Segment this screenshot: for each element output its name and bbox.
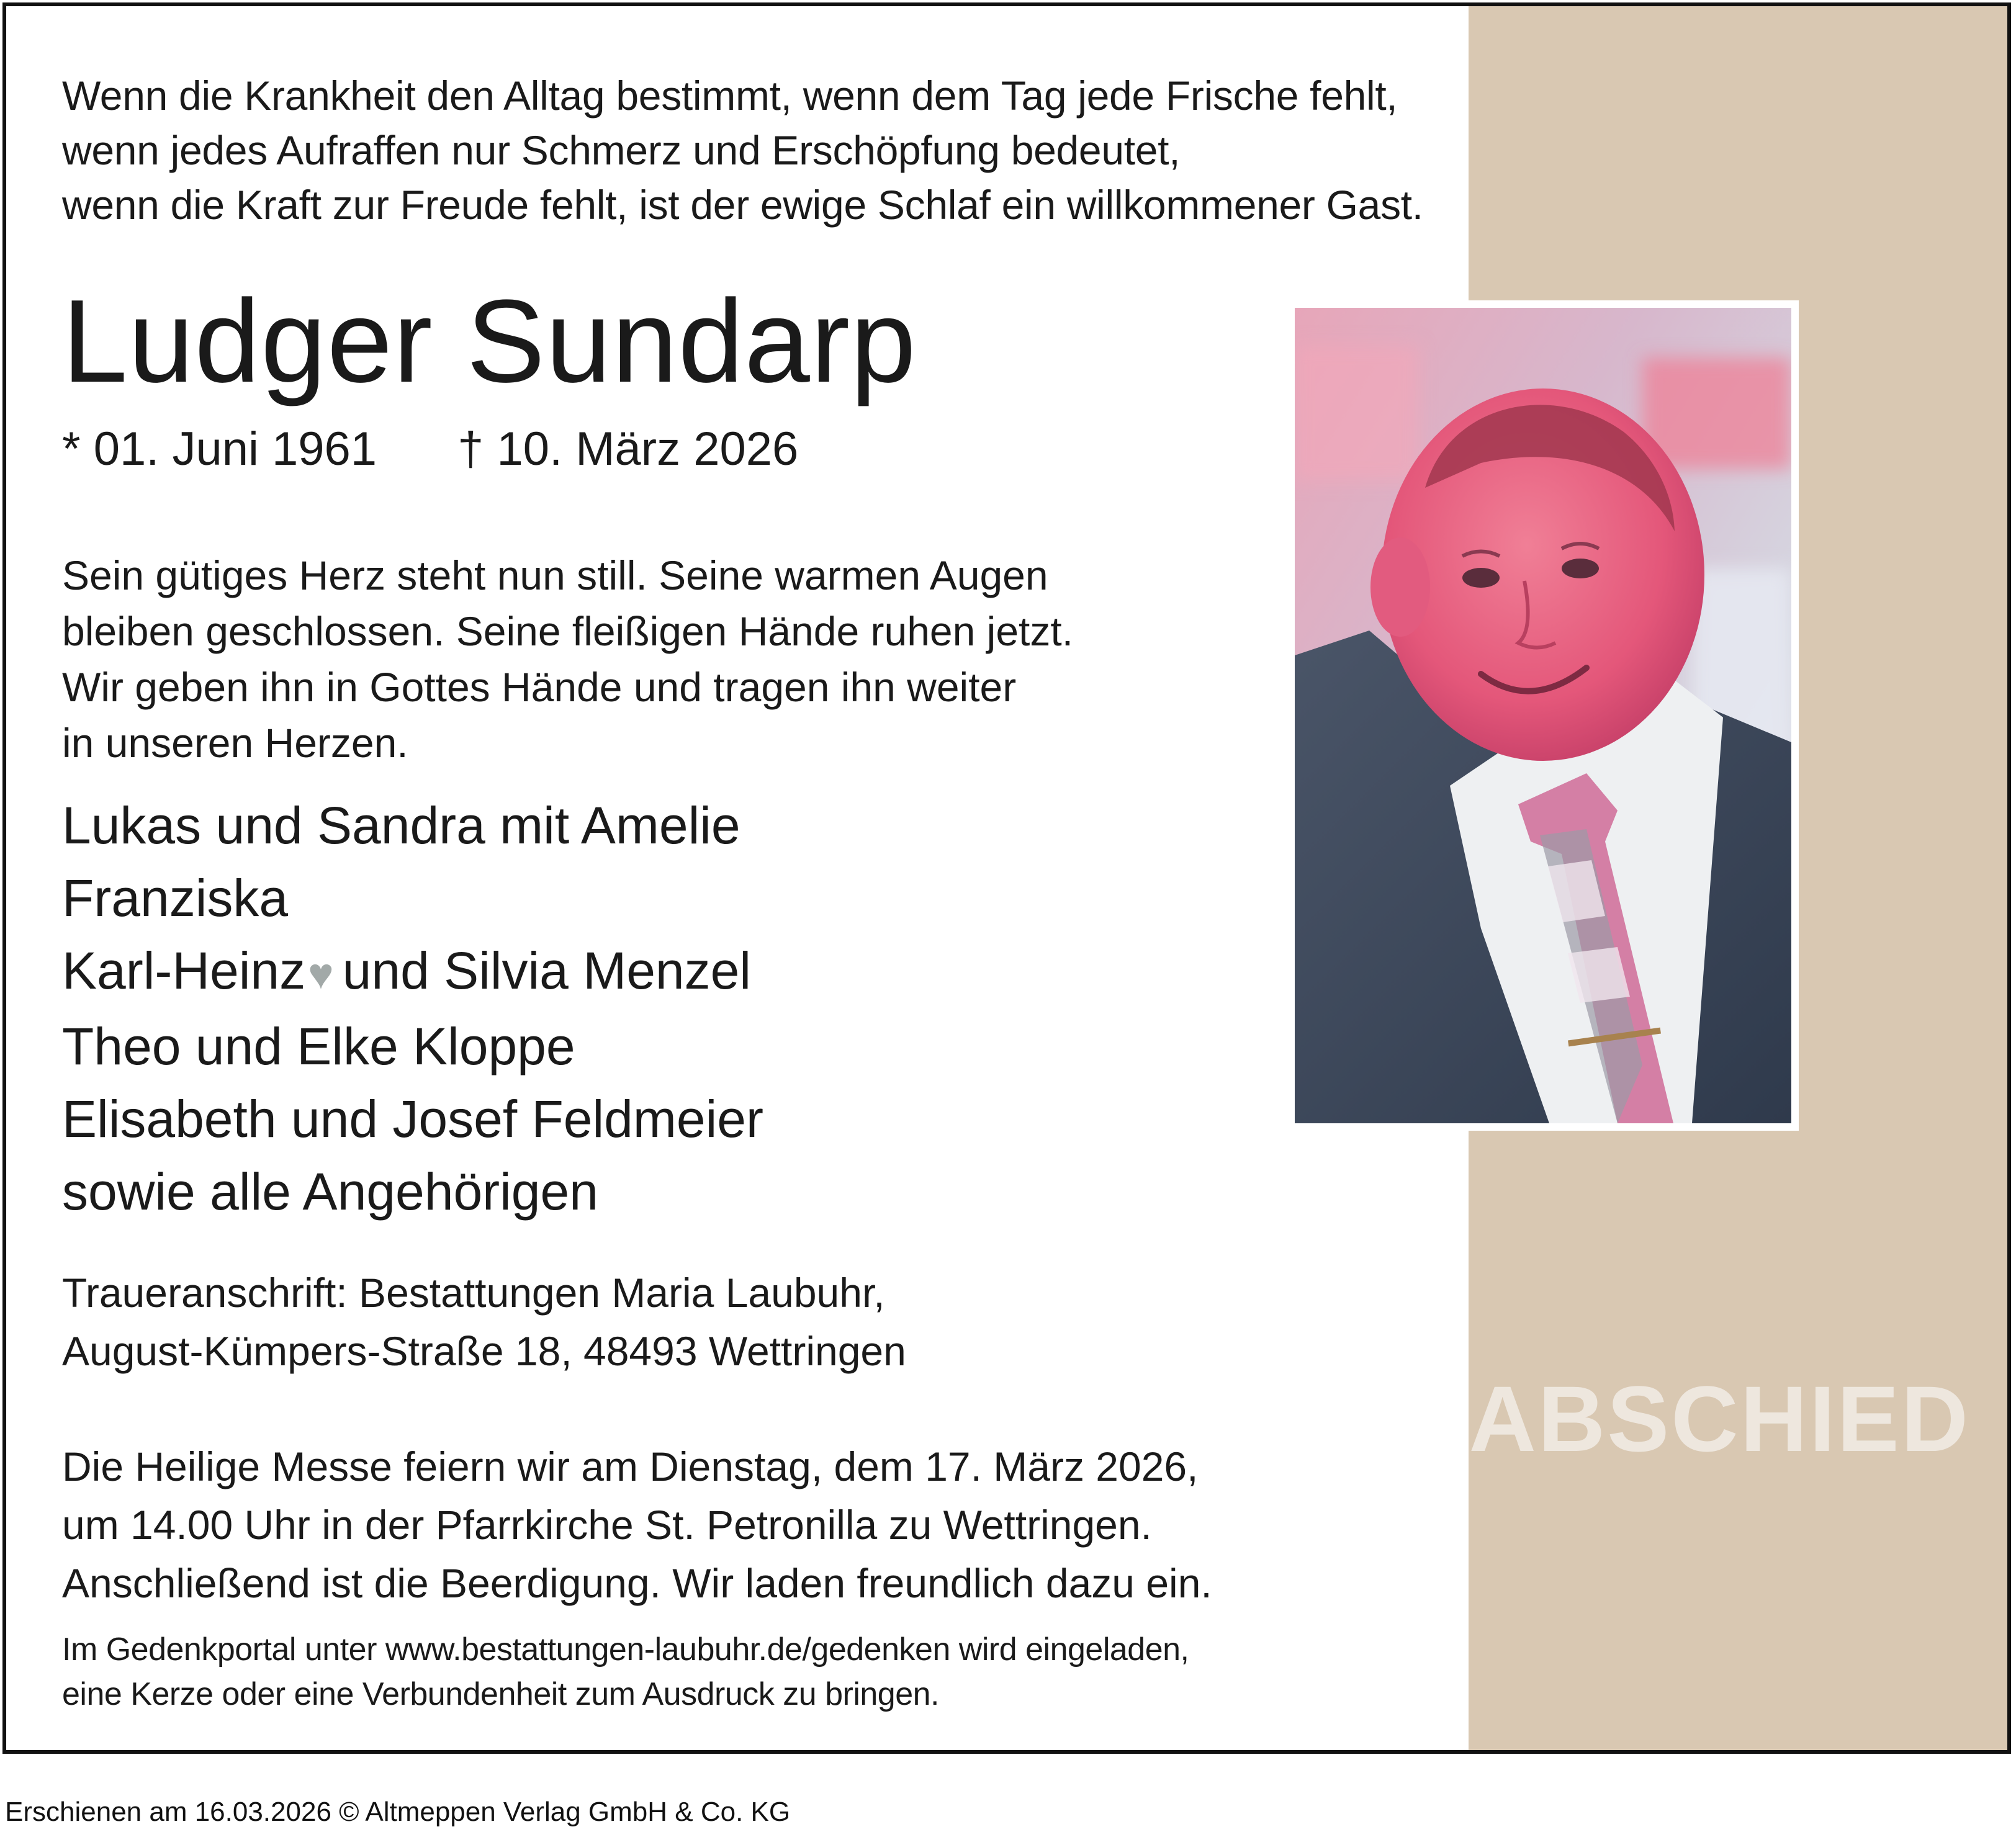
address-line: Traueranschrift: Bestattungen Maria Laubuhr,	[62, 1270, 885, 1316]
death-date: † 10. März 2026	[457, 423, 799, 475]
opening-quote	[62, 68, 1423, 232]
mourner-line: Franziska	[62, 869, 289, 927]
deceased-name: Ludger Sundarp	[62, 276, 917, 407]
mourner-line: Theo und Elke Kloppe	[62, 1017, 575, 1075]
tribute-line: bleiben geschlossen. Seine fleißigen Hände ruhen jetzt.	[62, 608, 1074, 654]
tribute-line: Wir geben ihn in Gottes Hände und tragen ihn weiter	[62, 664, 1017, 710]
memorial-portal-note	[62, 1627, 1189, 1717]
mourner-name: und Silvia Menzel	[342, 941, 752, 1000]
quote-line: Wenn die Krankheit den Alltag bestimmt, wenn dem Tag jede Frische fehlt,	[62, 73, 1398, 119]
service-line: Die Heilige Messe feiern wir am Dienstag, dem 17. März 2026,	[62, 1444, 1199, 1489]
mourner-line	[62, 935, 763, 1010]
quote-line: wenn jedes Aufraffen nur Schmerz und Erschöpfung bedeutet,	[62, 127, 1181, 173]
life-dates	[62, 418, 798, 480]
address-line: August-Kümpers-Straße 18, 48493 Wettringen	[62, 1328, 906, 1374]
portrait-photo	[1287, 300, 1799, 1131]
portal-line: eine Kerze oder eine Verbundenheit zum Ausdruck zu bringen.	[62, 1676, 939, 1712]
service-line: um 14.00 Uhr in der Pfarrkirche St. Petronilla zu Wettringen.	[62, 1502, 1152, 1548]
mourning-address	[62, 1264, 906, 1380]
tribute-line: in unseren Herzen.	[62, 720, 408, 766]
mourner-line: Elisabeth und Josef Feldmeier	[62, 1090, 763, 1148]
mourner-line: sowie alle Angehörigen	[62, 1162, 598, 1221]
obituary-notice	[2, 2, 2011, 1754]
farewell-label: ABSCHIED	[1469, 1367, 1970, 1471]
tribute-text	[62, 547, 1073, 771]
quote-line: wenn die Kraft zur Freude fehlt, ist der ewige Schlaf ein willkommener Gast.	[62, 182, 1423, 228]
mourner-name: Karl-Heinz	[62, 941, 306, 1000]
service-info	[62, 1437, 1212, 1612]
heart-icon: ♥	[308, 950, 334, 998]
publication-footer: Erschienen am 16.03.2026 © Altmeppen Verlag GmbH & Co. KG	[5, 1797, 791, 1827]
tribute-line: Sein gütiges Herz steht nun still. Seine warmen Augen	[62, 552, 1048, 598]
mourner-line: Lukas und Sandra mit Amelie	[62, 796, 740, 855]
portrait-illustration	[1295, 308, 1791, 1123]
mourners-list	[62, 789, 763, 1228]
service-line: Anschließend ist die Beerdigung. Wir laden freundlich dazu ein.	[62, 1560, 1212, 1606]
portal-line: Im Gedenkportal unter www.bestattungen-laubuhr.de/gedenken wird eingeladen,	[62, 1632, 1189, 1668]
birth-date: * 01. Juni 1961	[62, 423, 377, 475]
